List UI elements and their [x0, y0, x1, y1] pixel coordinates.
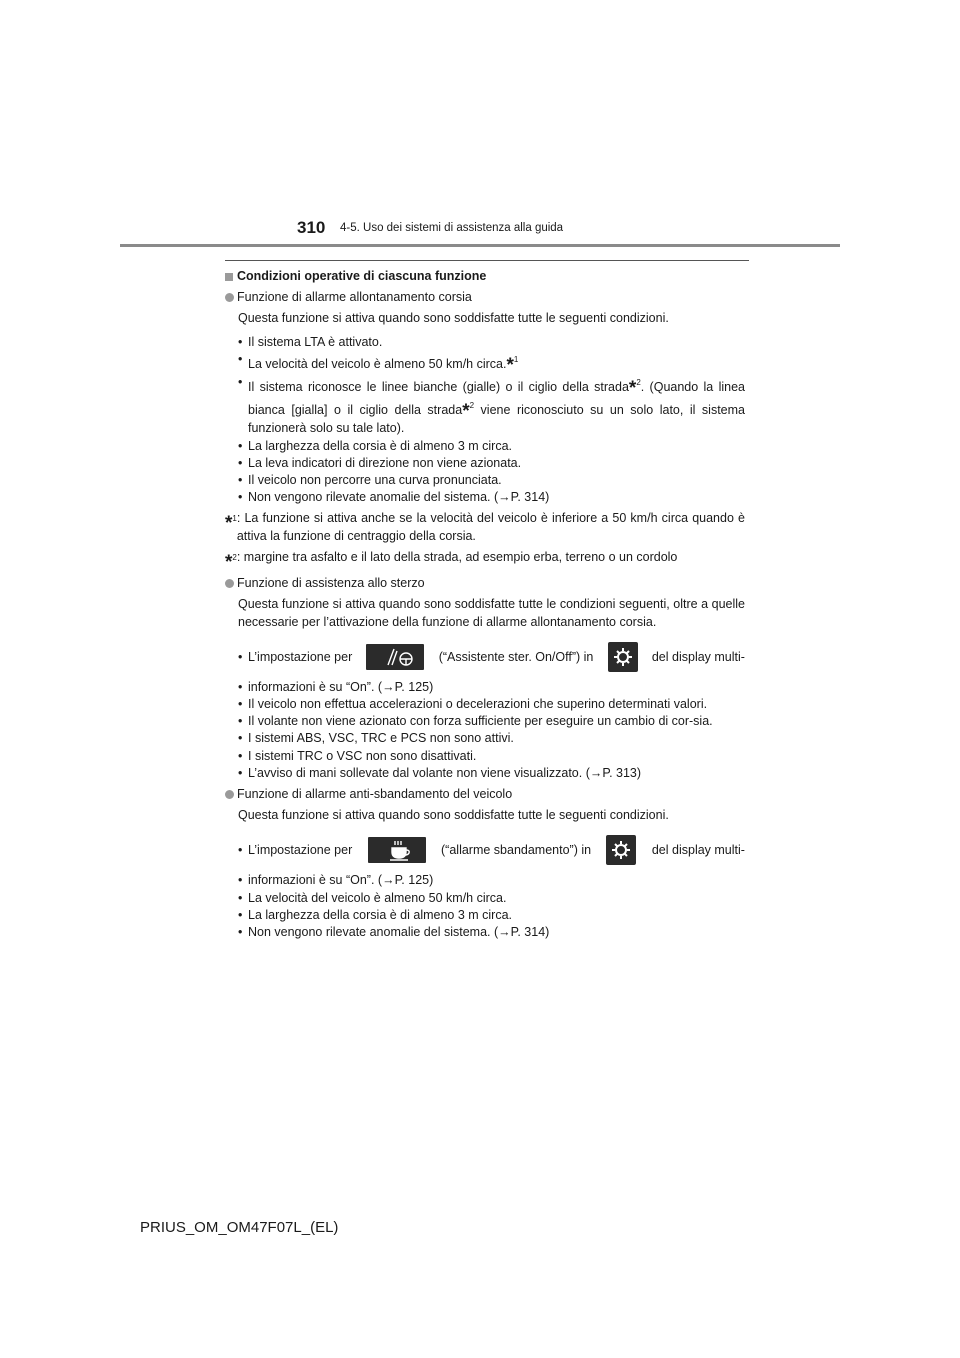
section-rule [225, 260, 749, 261]
condition-list [225, 830, 745, 941]
content-body [225, 268, 745, 945]
list-item: • I sistemi TRC o VSC non sono disattivati. [238, 748, 745, 765]
list-item: • Il veicolo non effettua accelerazioni o decelerazioni che superino determinati valori. [238, 696, 745, 713]
page-number: 310 [297, 218, 326, 237]
list-item: • Il sistema riconosce le linee bianche (gialle) o il ciglio della strada*$^2$. (Quando la linea bianca [gialla] o il ciglio della strada*$^2$ viene riconosciuto su un solo lato, il sistema funzionerà solo su tale lato). [238, 374, 745, 438]
list-item: • informazioni è su “On”. (→P. 125) [238, 677, 745, 696]
paragraph: Questa funzione si attiva quando sono soddisfatte tutte le seguenti condizioni. [238, 808, 669, 823]
function-title: Funzione di assistenza allo sterzo [237, 576, 425, 591]
list-item: • L’impostazione per (“allarme sbandamento”) in del display multi- [238, 830, 745, 870]
section-title: Condizioni operative di ciascuna funzione [237, 269, 487, 283]
list-item: • La larghezza della corsia è di almeno 3 m circa. [238, 907, 745, 924]
function-title: Funzione di allarme anti-sbandamento del veicolo [237, 787, 513, 802]
list-item: • informazioni è su “On”. (→P. 125) [238, 870, 745, 889]
paragraph: Questa funzione si attiva quando sono soddisfatte tutte le condizioni seguenti, oltre a quelle necessarie per l’attivazione della funzione di allarme allontanamento corsia. [238, 597, 745, 629]
list-item: • Non vengono rilevate anomalie del sistema. (→P. 314) [238, 489, 745, 506]
header-rule [120, 244, 840, 247]
footnote: *$^2$ : margine tra asfalto e il lato della strada, ad esempio erba, terreno o un cordolo [225, 549, 678, 573]
footnote: *$^1$ : La funzione si attiva anche se la velocità del veicolo è inferiore a 50 km/h circa quando è attiva la funzione di centraggio della corsia. [225, 511, 745, 543]
list-item: • La velocità del veicolo è almeno 50 km/h circa.*$^1$ [238, 351, 745, 374]
list-item: • Il sistema LTA è attivato. [238, 334, 745, 351]
steering-assist-icon [366, 644, 424, 670]
function-title: Funzione di allarme allontanamento corsia [237, 290, 472, 305]
circle-bullet-icon [225, 293, 234, 302]
document-code: PRIUS_OM_OM47F07L_(EL) [140, 1219, 339, 1236]
list-item: • L’avviso di mani sollevate dal volante non viene visualizzato. (→P. 313) [238, 765, 745, 782]
list-item: • Il veicolo non percorre una curva pronunciata. [238, 472, 745, 489]
list-item: • La larghezza della corsia è di almeno 3 m circa. [238, 438, 745, 455]
list-item: • Il volante non viene azionato con forza sufficiente per eseguire un cambio di cor-sia. [238, 713, 745, 730]
list-item: • La velocità del veicolo è almeno 50 km/h circa. [238, 890, 745, 907]
list-item: • L’impostazione per (“Assistente ster. On/Off”) in del display multi- [238, 637, 745, 677]
chapter-title: 4-5. Uso dei sistemi di assistenza alla guida [340, 222, 564, 234]
square-bullet-icon [225, 273, 233, 281]
condition-list [225, 334, 745, 507]
section-heading [225, 268, 745, 285]
coffee-cup-icon [368, 837, 426, 863]
paragraph: Questa funzione si attiva quando sono soddisfatte tutte le seguenti condizioni. [238, 311, 669, 326]
settings-gear-icon [608, 642, 638, 672]
condition-list [225, 637, 745, 782]
list-item: • La leva indicatori di direzione non viene azionata. [238, 455, 745, 472]
function-heading [225, 575, 745, 592]
function-heading [225, 289, 745, 306]
settings-gear-icon [606, 835, 636, 865]
list-item: • Non vengono rilevate anomalie del sistema. (→P. 314) [238, 924, 745, 941]
list-item: • I sistemi ABS, VSC, TRC e PCS non sono attivi. [238, 730, 745, 747]
circle-bullet-icon [225, 579, 234, 588]
function-heading [225, 786, 745, 803]
circle-bullet-icon [225, 790, 234, 799]
